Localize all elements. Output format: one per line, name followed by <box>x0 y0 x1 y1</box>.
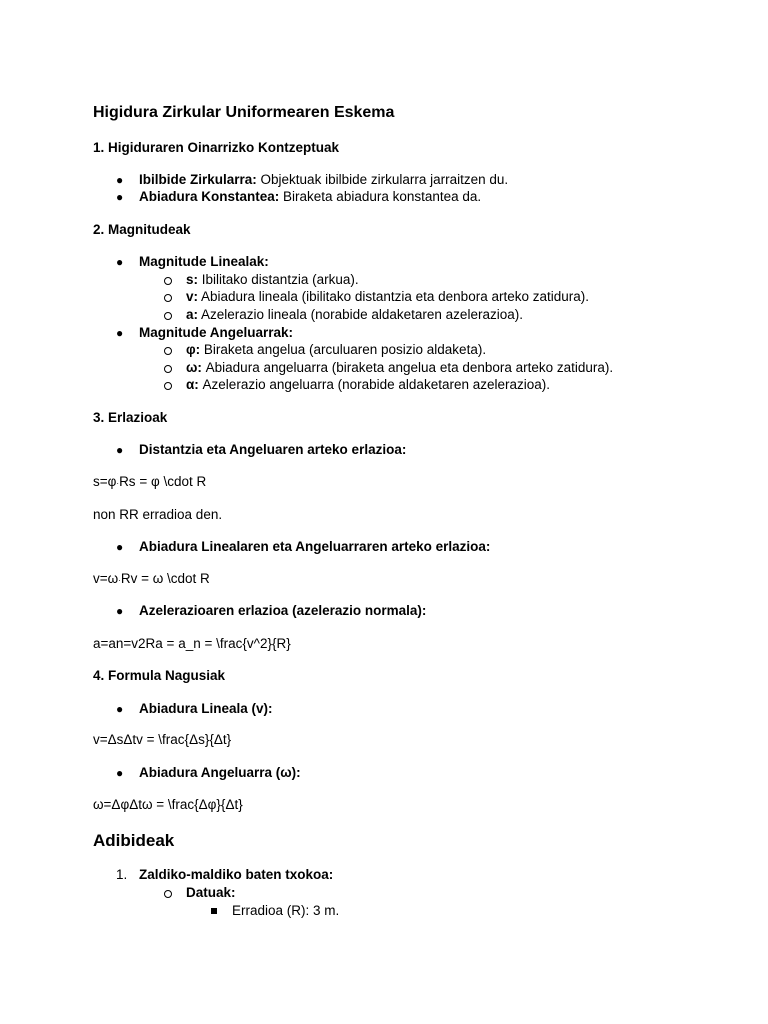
list-item <box>186 306 523 324</box>
bullet-icon: ● <box>116 702 124 716</box>
circle-bullet-icon <box>164 365 172 373</box>
section-1-heading: 1. Higiduraren Oinarrizko Kontzeptuak <box>93 140 340 155</box>
bullet-icon: ● <box>116 540 124 554</box>
item-text: Azelerazio lineala (norabide aldaketaren azelerazioa). <box>198 307 523 322</box>
square-bullet-icon <box>211 908 217 914</box>
item-label: Ibilbide Zirkularra: <box>139 172 257 187</box>
list-item <box>186 359 613 377</box>
formula-5: ω=ΔφΔtω = \frac{Δφ}{Δt} <box>93 797 243 812</box>
circle-bullet-icon <box>164 347 172 355</box>
item-text: Objektuak ibilbide zirkularra jarraitzen du. <box>256 172 509 187</box>
formula-3: a=an=v2Ra = a_n = \frac{v^2}{R} <box>93 636 291 651</box>
circle-bullet-icon <box>164 294 172 302</box>
item-label: φ: <box>186 342 201 357</box>
relation-3-label: Azelerazioaren erlazioa (azelerazio normala): <box>139 603 427 618</box>
radius-value: Erradioa (R): 3 m. <box>232 903 340 918</box>
item-text: Abiadura lineala (ibilitako distantzia eta denbora arteko zatidura). <box>198 289 590 304</box>
formula-dot: · <box>118 576 121 585</box>
examples-heading: Adibideak <box>93 831 175 850</box>
list-item <box>186 376 550 394</box>
bullet-icon: ● <box>116 326 124 340</box>
formula-part: Rv = ω \cdot R <box>120 571 210 586</box>
circle-bullet-icon <box>164 277 172 285</box>
section-4-heading: 4. Formula Nagusiak <box>93 668 226 683</box>
item-text: Biraketa abiadura konstantea da. <box>279 189 482 204</box>
formula-4: v=ΔsΔtv = \frac{Δs}{Δt} <box>93 732 232 747</box>
example-1-label: Zaldiko-maldiko baten txokoa: <box>139 867 334 882</box>
formula-part: v=ω <box>93 571 119 586</box>
formula-2 <box>93 570 210 590</box>
circle-bullet-icon <box>164 890 172 898</box>
formula-1 <box>93 473 206 493</box>
item-label: Abiadura Konstantea: <box>139 189 280 204</box>
formula-part: s=φ <box>93 474 117 489</box>
linear-velocity-label: Abiadura Lineala (v): <box>139 701 273 716</box>
item-text: Abiadura angeluarra (biraketa angelua eta denbora arteko zatidura). <box>201 360 614 375</box>
bullet-icon: ● <box>116 766 124 780</box>
list-number: 1. <box>116 867 128 882</box>
circle-bullet-icon <box>164 312 172 320</box>
item-label: a: <box>186 307 199 322</box>
linear-magnitudes-label: Magnitude Linealak: <box>139 254 269 269</box>
section-2-heading: 2. Magnitudeak <box>93 222 191 237</box>
item-label: s: <box>186 272 199 287</box>
list-item <box>186 271 359 289</box>
bullet-icon: ● <box>116 173 124 187</box>
item-label: ω: <box>186 360 202 375</box>
item-label: α: <box>186 377 199 392</box>
formula-part: Rs = φ \cdot R <box>119 474 207 489</box>
bullet-icon: ● <box>116 255 124 269</box>
list-item <box>139 188 481 206</box>
item-text: Azelerazio angeluarra (norabide aldaketaren azelerazioa). <box>198 377 551 392</box>
bullet-icon: ● <box>116 190 124 204</box>
page-title: Higidura Zirkular Uniformearen Eskema <box>93 104 395 121</box>
data-label: Datuak: <box>186 885 236 900</box>
angular-velocity-label: Abiadura Angeluarra (ω): <box>139 765 301 780</box>
formula-dot: · <box>116 479 120 488</box>
list-item <box>186 341 486 359</box>
item-text: Ibilitako distantzia (arkua). <box>198 272 359 287</box>
bullet-icon: ● <box>116 443 124 457</box>
item-text: Biraketa angelua (arculuaren posizio aldaketa). <box>200 342 487 357</box>
relation-2-label: Abiadura Linealaren eta Angeluarraren arteko erlazioa: <box>139 539 491 554</box>
list-item <box>186 288 589 306</box>
list-item <box>139 171 508 189</box>
angular-magnitudes-label: Magnitude Angeluarrak: <box>139 325 294 340</box>
relation-1-label: Distantzia eta Angeluaren arteko erlazioa: <box>139 442 407 457</box>
bullet-icon: ● <box>116 604 124 618</box>
circle-bullet-icon <box>164 382 172 390</box>
section-3-heading: 3. Erlazioak <box>93 410 168 425</box>
item-label: v: <box>186 289 199 304</box>
radius-note: non RR erradioa den. <box>93 507 223 522</box>
